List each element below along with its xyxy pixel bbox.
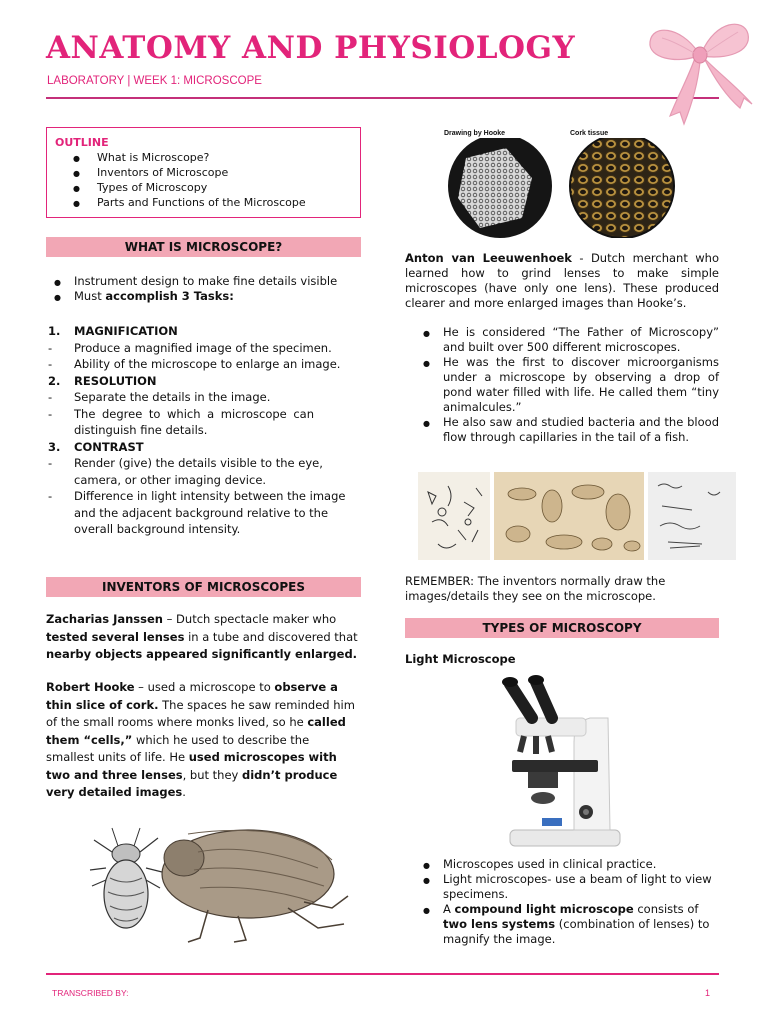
section-heading-types: TYPES OF MICROSCOPY xyxy=(405,618,719,638)
bullet-bold-text: two lens systems xyxy=(443,917,556,931)
person-name: Robert Hooke xyxy=(46,680,135,694)
paragraph-text: – Dutch spectacle maker who xyxy=(163,612,337,626)
figure-caption-right: Cork tissue xyxy=(570,130,609,137)
task-point: - Ability of the microscope to enlarge an image. xyxy=(48,357,341,371)
paragraph-bold: didn’t produce very detailed images xyxy=(46,767,338,799)
bullet-bold-text: accomplish 3 Tasks: xyxy=(105,289,234,303)
bullet-item: ● He was the first to discover microorganisms under a microscope by observing a drop of pond water filled with life. He called them “tiny animalcules.” xyxy=(415,355,719,415)
paragraph-text: . xyxy=(182,785,186,799)
bullet-text: Must xyxy=(74,289,106,303)
outline-list xyxy=(73,150,352,210)
light-microscope-subheading: Light Microscope xyxy=(405,652,516,666)
header-divider xyxy=(46,97,719,99)
light-microscope-image xyxy=(470,672,640,850)
paragraph-bold: called them “cells,” xyxy=(46,715,346,747)
person-name: Zacharias Janssen xyxy=(46,612,163,626)
person-name: Anton van Leeuwenhoek xyxy=(405,251,572,265)
remember-note: REMEMBER: The inventors normally draw the images/details they see on the microscope. xyxy=(405,574,666,603)
what-is-bullets xyxy=(46,274,361,304)
paragraph-text: – used a microscope to xyxy=(134,680,275,694)
bullet-item: ● Instrument design to make fine details visible xyxy=(46,274,361,289)
bullet-item xyxy=(415,902,719,947)
footer-transcribed-by: TRANSCRIBED BY: xyxy=(52,988,129,998)
paragraph-text: The spaces he saw reminded him of the small rooms where monks lived, so he xyxy=(46,697,355,729)
paragraph-bold: observe a thin slice of cork. xyxy=(46,680,338,712)
flea-drawing xyxy=(162,830,348,942)
cork-illustrations xyxy=(436,138,680,238)
paragraph-text: in a tube and discovered that xyxy=(184,629,358,644)
light-microscope-bullets xyxy=(415,857,719,947)
outline-item: ● Inventors of Microscope xyxy=(73,165,352,180)
task-point: - Separate the details in the image. xyxy=(48,390,271,404)
figure-caption-left: Drawing by Hooke xyxy=(444,130,506,137)
outline-item: ● What is Microscope? xyxy=(73,150,352,165)
task-title: 1. MAGNIFICATION xyxy=(48,324,178,338)
paragraph-text: which he used to describe the smallest units of life. He xyxy=(46,732,310,764)
hooke-paragraph xyxy=(46,679,361,802)
ribbon-bow-icon xyxy=(640,8,760,128)
janssen-paragraph xyxy=(46,611,361,664)
task-title: 3. CONTRAST xyxy=(48,439,144,454)
bullet-text: (combination of lenses) to magnify the image. xyxy=(443,917,710,946)
document-title: ANATOMY AND PHYSIOLOGY xyxy=(46,30,576,66)
bullet-item xyxy=(46,289,361,304)
task-point: - The degree to which a microscope can distinguish fine details. xyxy=(48,406,314,437)
bullet-item: ● He also saw and studied bacteria and the blood flow through capillaries in the tail of a fish. xyxy=(415,415,719,445)
bullet-bold-text: compound light microscope xyxy=(454,902,634,916)
paragraph-bold: used microscopes with two and three lenses xyxy=(46,750,337,782)
bullet-item: ● He is considered “The Father of Microscopy” and built over 500 different microscopes. xyxy=(415,325,719,355)
paragraph-text: , but they xyxy=(182,767,242,782)
outline-box xyxy=(46,127,361,218)
footer-divider xyxy=(46,973,719,975)
task-point: - Produce a magnified image of the specimen. xyxy=(48,340,332,355)
bullet-item: ● Microscopes used in clinical practice. xyxy=(415,857,719,872)
task-title: 2. RESOLUTION xyxy=(48,373,157,388)
document-subtitle: LABORATORY | WEEK 1: MICROSCOPE xyxy=(47,75,262,87)
paragraph-bold: tested several lenses xyxy=(46,629,185,644)
leeuwenhoek-bullets xyxy=(415,325,719,445)
page-number: 1 xyxy=(705,988,711,998)
outline-item: ● Parts and Functions of the Microscope xyxy=(73,195,352,210)
bullet-text: A xyxy=(443,902,455,916)
bullet-text: consists of xyxy=(633,902,699,916)
task-point: - Difference in light intensity between the image and the adjacent background relative to the overall background intensity. xyxy=(48,489,346,536)
animalcule-drawings xyxy=(418,472,736,560)
tasks-list xyxy=(46,323,361,538)
hooke-cork-figure xyxy=(436,126,680,238)
louse-and-flea-drawings xyxy=(88,812,350,944)
leeuwenhoek-paragraph xyxy=(405,251,719,311)
section-heading-inventors: INVENTORS OF MICROSCOPES xyxy=(46,577,361,597)
paragraph-bold: nearby objects appeared significantly enlarged. xyxy=(46,647,358,661)
outline-item: ● Types of Microscopy xyxy=(73,180,352,195)
bullet-item: ● Light microscopes- use a beam of light to view specimens. xyxy=(415,872,719,902)
paragraph-text: - Dutch merchant who learned how to grind lenses to make simple microscopes (have only one lens). These produced clearer and more enlarged images than Hooke’s. xyxy=(405,251,719,310)
outline-heading: OUTLINE xyxy=(55,136,109,149)
section-heading-what-is-microscope: WHAT IS MICROSCOPE? xyxy=(46,237,361,257)
louse-drawing xyxy=(90,828,162,928)
task-point: - Render (give) the details visible to the eye, camera, or other imaging device. xyxy=(48,456,323,487)
